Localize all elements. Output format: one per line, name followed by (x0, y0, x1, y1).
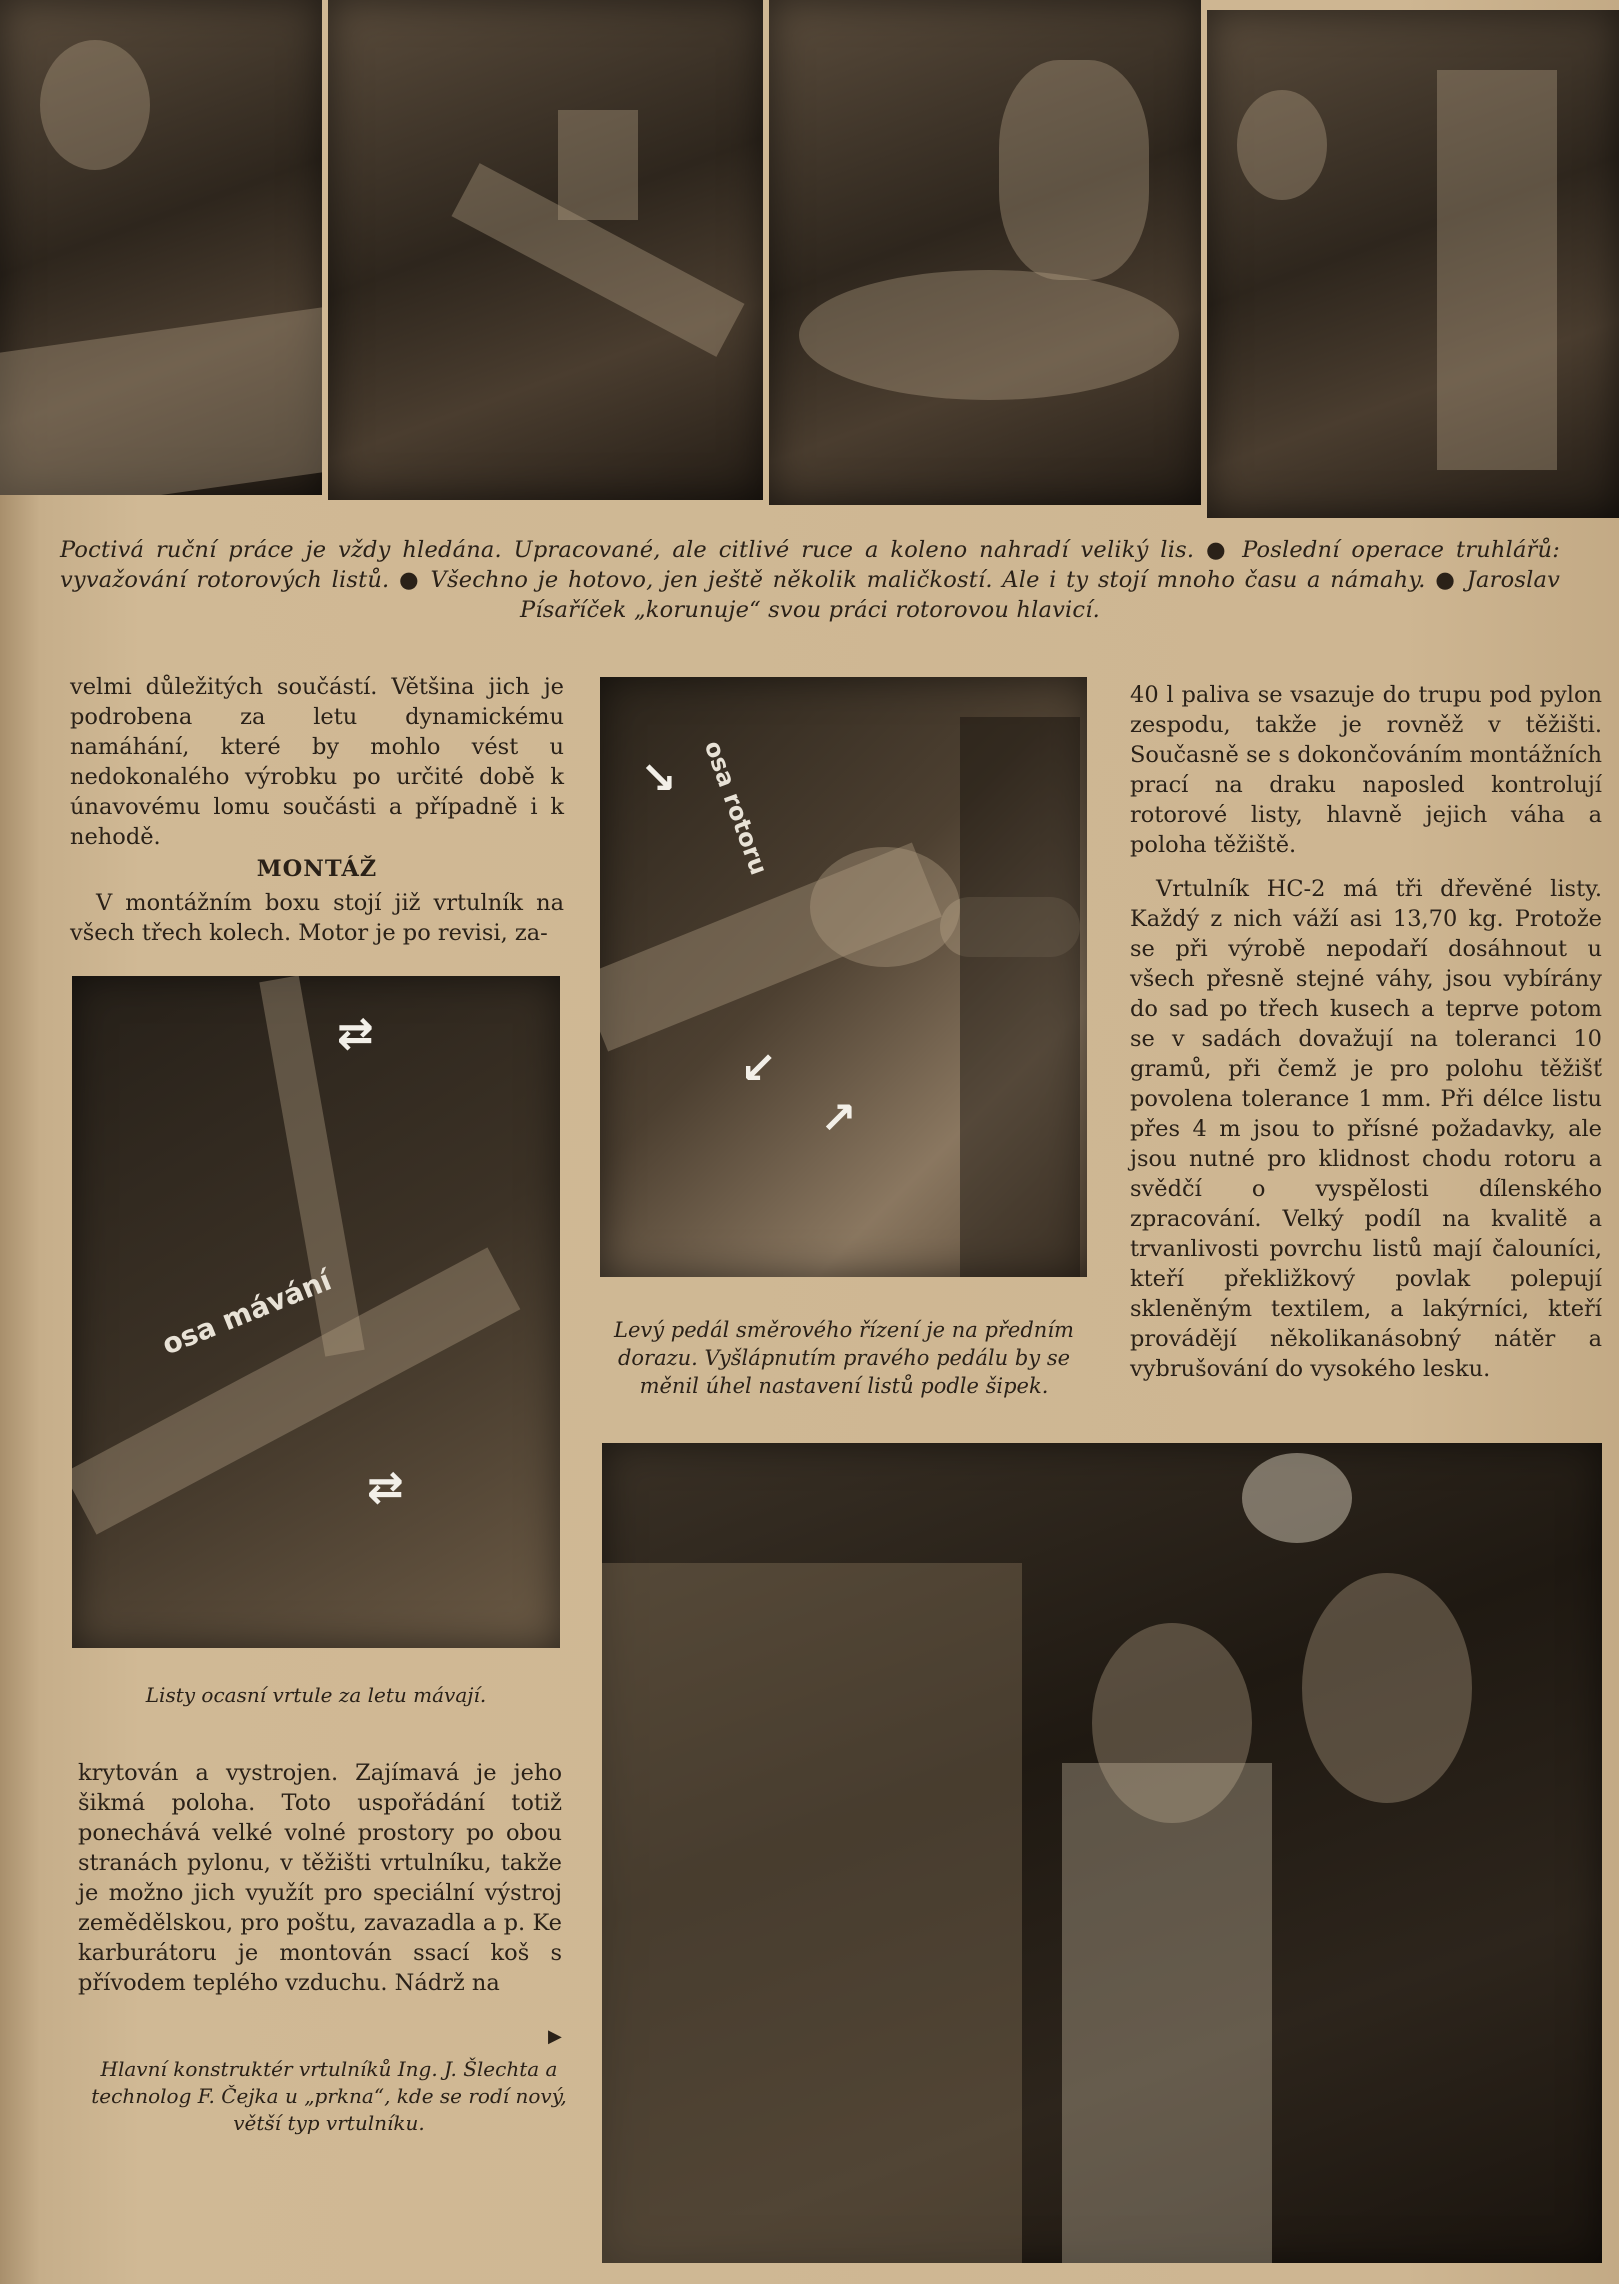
left-paragraph-3: krytován a vystrojen. Zajímavá je jeho šikmá poloha. Toto uspořádání totiž ponechává velké volné prostory po obou stranách pylonu, v těžišti vrtulníku, takže je možno jich využít pro speciální výstroj zemědělskou, pro poštu, zavazadla a p. Ke karburátoru je montován ssací koš s přívodem teplého vzduchu. Nádrž na (78, 1760, 562, 1996)
photo-carpenters-balancing (328, 0, 763, 500)
axis-flap-label: osa mávání (157, 1263, 336, 1362)
tail-rotor-caption: Listy ocasní vrtule za letu mávají. (145, 1683, 487, 1707)
photo-helicopter-fuselage (769, 0, 1201, 505)
arrow-icon: ↙ (740, 1043, 777, 1094)
designers-caption: Hlavní konstruktér vrtulníků Ing. J. Šlechta a technolog F. Čejka u „prkna“, kde se rodí nový, větší typ vrtulníku. (91, 2057, 567, 2135)
photo-rotor-pitch-linkage (600, 677, 1087, 1277)
arrow-icon: ↘ (640, 753, 677, 804)
arrow-icon: ↗ (820, 1093, 857, 1144)
continue-marker: ▶ (548, 2026, 562, 2047)
photo-chief-designers (602, 1443, 1602, 2263)
photo-worker-sheet-metal (0, 0, 322, 495)
left-paragraph-2: V montážním boxu stojí již vrtulník na všech třech kolech. Motor je po revisi, za- (70, 890, 564, 946)
right-paragraph-2: Vrtulník HC-2 má tři dřevěné listy. Každý z nich váží asi 13,70 kg. Protože se při výrobě nepodaří dosáhnout u všech přesně stejné váhy, jsou vybírány do sad po třech kusech a teprve potom se v sadách dovažují na toleranci 10 gramů, při čemž je pro polohu těžišť povolena tolerance 1 mm. Při délce listu přes 4 m jsou to přísné požadavky, ale jsou nutné pro klidnost chodu rotoru a svědčí o vyspělosti dílenského zpracování. Velký podíl na kvalitě a trvanlivosti povrchu listů mají čalouníci, kteří překližkový povlak polepují skleněným textilem, a lakýrníci, kteří provádějí několikanásobný nátěr a vybrušování do vysokého lesku. (1130, 876, 1602, 1382)
right-column (1130, 680, 1602, 1384)
left-column-lower (78, 1758, 562, 1998)
photo-tail-rotor (72, 976, 560, 1648)
pedal-caption: Levý pedál směrového řízení je na předním dorazu. Vyšlápnutím pravého pedálu by se měnil úhel nastavení listů podle šipek. (614, 1318, 1074, 1398)
arrow-icon: ⇄ (367, 1462, 404, 1513)
axis-rotor-label: osa rotoru (698, 737, 774, 879)
photo-rotor-head-assembly (1207, 10, 1619, 518)
arrow-icon: ⇄ (337, 1008, 374, 1059)
section-heading: MONTÁŽ (256, 856, 378, 882)
right-paragraph-1: 40 l paliva se vsazuje do trupu pod pylon zespodu, takže je rovněž v těžišti. Současně se s dokončováním montážních prací na draku naposled kontrolují rotorové listy, hlavně jejich váha a poloha těžiště. (1130, 682, 1602, 858)
top-caption: Poctivá ruční práce je vždy hledána. Upracované, ale citlivé ruce a koleno nahradí veliký lis. ● Poslední operace truhlářů: vyvažování rotorových listů. ● Všechno je hotovo, jen ještě několik maličkostí. Ale i ty stojí mnoho času a námahy. ● Jaroslav Písaříček „korunuje“ svou práci rotorovou hlavicí. (60, 537, 1560, 623)
left-column-upper (70, 672, 564, 948)
left-paragraph-1: velmi důležitých součástí. Většina jich je podrobena za letu dynamickému namáhání, které by mohlo vést u nedokonalého výrobku po určité době k únavovému lomu součásti a případně i k nehodě. (70, 674, 564, 850)
